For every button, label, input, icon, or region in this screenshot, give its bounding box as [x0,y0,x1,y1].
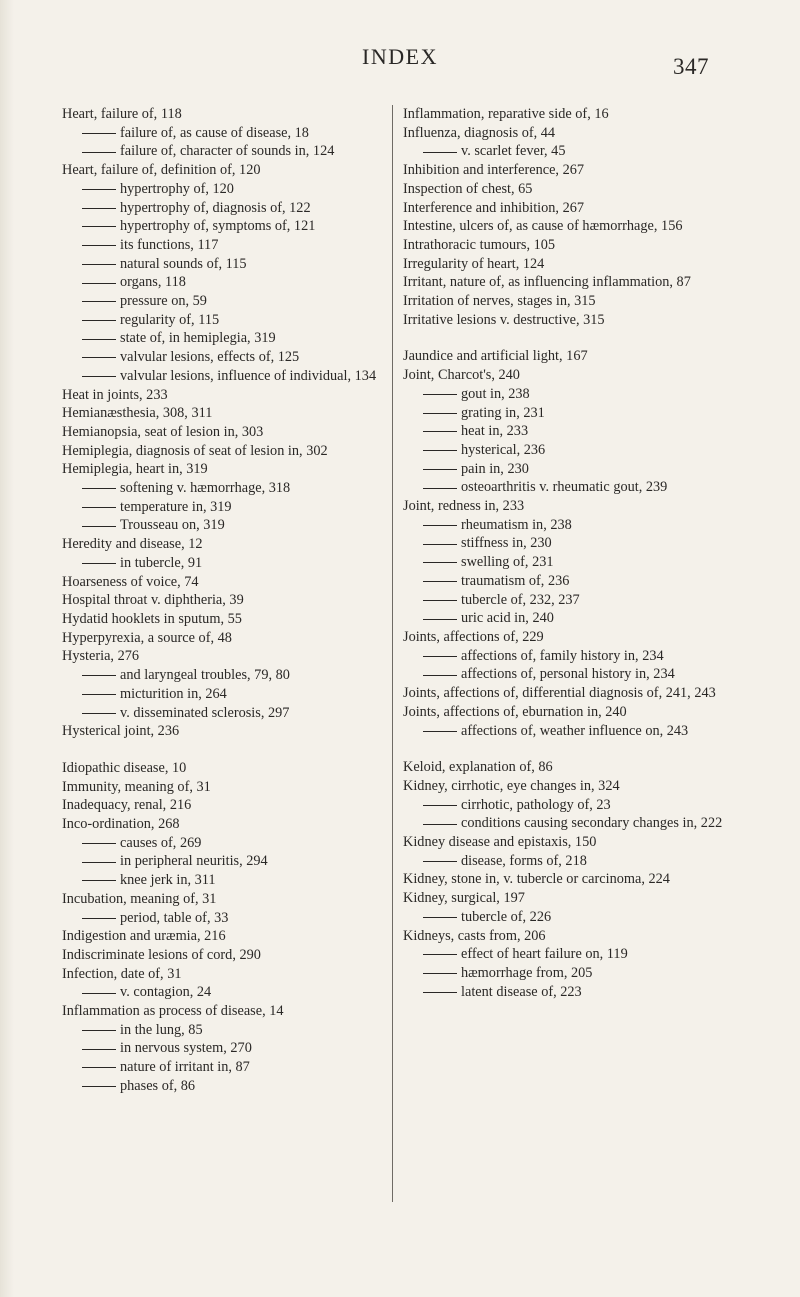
index-entry [62,927,380,946]
index-subentry [403,516,729,535]
entry-text: Keloid, explanation of, 86 [403,759,553,776]
entry-text: Joints, affections of, eburnation in, 240 [403,703,627,720]
index-entry [62,890,380,909]
index-subentry [62,311,380,330]
index-entry [403,273,729,292]
entry-text: Kidney disease and epistaxis, 150 [403,834,597,851]
entry-text: Jaundice and artificial light, 167 [403,348,588,365]
index-entry [403,889,729,908]
index-column-left [62,105,380,1096]
index-entry [403,684,729,703]
repeat-dash [82,526,116,527]
index-subentry [62,348,380,367]
index-entry [62,442,380,461]
repeat-dash [423,413,457,414]
index-subentry [62,498,380,517]
index-subentry [62,1039,380,1058]
repeat-dash [423,656,457,657]
index-subentry [62,834,380,853]
entry-text: natural sounds of, 115 [120,255,247,272]
entry-text: hæmorrhage from, 205 [461,964,593,981]
repeat-dash [423,469,457,470]
entry-text: grating in, 231 [461,404,545,421]
entry-text: disease, forms of, 218 [461,852,587,869]
index-subentry [62,704,380,723]
index-subentry [403,460,729,479]
repeat-dash [82,993,116,994]
repeat-dash [82,880,116,881]
entry-text: heat in, 233 [461,423,529,440]
index-subentry [62,479,380,498]
entry-text: Influenza, diagnosis of, 44 [403,124,556,141]
entry-text: Inadequacy, renal, 216 [62,797,192,814]
entry-text: and laryngeal troubles, 79, 80 [120,667,290,684]
entry-text: hypertrophy of, symptoms of, 121 [120,218,316,235]
index-entry [62,423,380,442]
entry-text: Hemiplegia, heart in, 319 [62,461,208,478]
entry-text: Immunity, meaning of, 31 [62,778,211,795]
repeat-dash [82,675,116,676]
entry-text: softening v. hæmorrhage, 318 [120,480,291,497]
entry-text: Irritant, nature of, as influencing inflammation, 87 [403,274,691,291]
book-spine-shadow [0,0,14,1297]
entry-text: Kidneys, casts from, 206 [403,927,546,944]
entry-text: Hemianæsthesia, 308, 311 [62,405,213,422]
index-entry [403,758,729,777]
index-entry [403,833,729,852]
entry-text: Hysterical joint, 236 [62,723,180,740]
repeat-dash [82,208,116,209]
index-column-right [403,105,729,1001]
repeat-dash [423,488,457,489]
index-subentry [403,796,729,815]
index-subentry [403,404,729,423]
index-entry [62,759,380,778]
index-subentry [62,909,380,928]
index-subentry [403,908,729,927]
entry-text: Kidney, cirrhotic, eye changes in, 324 [403,777,620,794]
entry-text: Irritative lesions v. destructive, 315 [403,311,605,328]
index-entry [403,161,729,180]
index-subentry [62,217,380,236]
entry-text: Trousseau on, 319 [120,517,225,534]
entry-text: Joint, Charcot's, 240 [403,367,520,384]
index-subentry [403,945,729,964]
entry-text: affections of, personal history in, 234 [461,666,675,683]
index-entry [403,311,729,330]
entry-text: Joint, redness in, 233 [403,498,525,515]
repeat-dash [82,1086,116,1087]
index-entry [62,161,380,180]
index-entry [403,628,729,647]
index-entry [62,647,380,666]
entry-text: Kidney, surgical, 197 [403,890,525,907]
repeat-dash [82,264,116,265]
page-title: INDEX [362,44,438,69]
repeat-dash [82,1067,116,1068]
entry-text: stiffness in, 230 [461,535,552,552]
entry-text: period, table of, 33 [120,909,229,926]
index-subentry [403,647,729,666]
entry-text: causes of, 269 [120,834,202,851]
entry-text: latent disease of, 223 [461,983,582,1000]
index-entry [62,535,380,554]
entry-text: organs, 118 [120,274,186,291]
column-divider [392,105,393,1202]
repeat-dash [82,843,116,844]
repeat-dash [423,861,457,862]
entry-text: Inco-ordination, 268 [62,816,180,833]
letter-section-gap [403,329,729,347]
letter-section-gap [403,740,729,758]
repeat-dash [82,133,116,134]
index-subentry [403,591,729,610]
index-entry [403,180,729,199]
index-entry [403,292,729,311]
repeat-dash [82,376,116,377]
entry-text: Joints, affections of, 229 [403,628,544,645]
index-subentry [403,665,729,684]
entry-text: Hysteria, 276 [62,648,140,665]
index-entry [403,217,729,236]
index-entry [62,796,380,815]
entry-text: Infection, date of, 31 [62,965,182,982]
entry-text: Inspection of chest, 65 [403,180,533,197]
entry-text: knee jerk in, 311 [120,872,216,889]
index-subentry [62,142,380,161]
entry-text: uric acid in, 240 [461,610,554,627]
index-subentry [62,852,380,871]
repeat-dash [82,189,116,190]
entry-text: Incubation, meaning of, 31 [62,890,217,907]
index-entry [403,236,729,255]
repeat-dash [82,694,116,695]
entry-text: rheumatism in, 238 [461,516,572,533]
index-entry [62,629,380,648]
entry-text: valvular lesions, effects of, 125 [120,349,300,366]
entry-text: Joints, affections of, differential diagnosis of, 241, 243 [403,685,716,702]
entry-text: hypertrophy of, diagnosis of, 122 [120,199,311,216]
repeat-dash [423,619,457,620]
entry-text: Heart, failure of, definition of, 120 [62,162,261,179]
repeat-dash [82,245,116,246]
index-entry [403,870,729,889]
index-entry [62,573,380,592]
repeat-dash [423,805,457,806]
index-entry [62,778,380,797]
index-subentry [62,554,380,573]
entry-text: Interference and inhibition, 267 [403,199,585,216]
entry-text: Kidney, stone in, v. tubercle or carcinoma, 224 [403,871,670,888]
entry-text: affections of, family history in, 234 [461,647,664,664]
repeat-dash [423,954,457,955]
entry-text: Heart, failure of, 118 [62,106,182,122]
index-entry [403,124,729,143]
repeat-dash [423,394,457,395]
entry-text: in tubercle, 91 [120,554,203,571]
index-subentry [62,255,380,274]
index-subentry [62,666,380,685]
repeat-dash [82,320,116,321]
repeat-dash [423,562,457,563]
entry-text: tubercle of, 226 [461,908,552,925]
repeat-dash [423,152,457,153]
entry-text: Hoarseness of voice, 74 [62,573,199,590]
entry-text: pressure on, 59 [120,293,207,310]
repeat-dash [423,581,457,582]
index-subentry [62,273,380,292]
repeat-dash [82,1049,116,1050]
entry-text: valvular lesions, influence of individual, 134 [120,367,377,384]
entry-text: in nervous system, 270 [120,1040,252,1057]
entry-text: Hemiplegia, diagnosis of seat of lesion in, 302 [62,442,328,459]
index-subentry [62,1021,380,1040]
letter-section-gap [62,741,380,759]
index-subentry [62,685,380,704]
repeat-dash [423,600,457,601]
repeat-dash [423,431,457,432]
entry-text: nature of irritant in, 87 [120,1059,250,1076]
index-entry [403,255,729,274]
index-entry [403,366,729,385]
entry-text: affections of, weather influence on, 243 [461,722,689,739]
index-entry [403,777,729,796]
index-subentry [403,964,729,983]
entry-text: osteoarthritis v. rheumatic gout, 239 [461,479,668,496]
index-entry [62,610,380,629]
index-entry [62,404,380,423]
repeat-dash [423,675,457,676]
entry-text: conditions causing secondary changes in, 222 [461,815,723,832]
repeat-dash [423,992,457,993]
entry-text: effect of heart failure on, 119 [461,946,628,963]
repeat-dash [82,301,116,302]
entry-text: regularity of, 115 [120,311,220,328]
page-header [0,40,800,80]
repeat-dash [82,339,116,340]
index-subentry [403,422,729,441]
index-subentry [62,516,380,535]
entry-text: hysterical, 236 [461,441,546,458]
index-subentry [403,441,729,460]
index-entry [62,460,380,479]
repeat-dash [82,1030,116,1031]
index-subentry [403,572,729,591]
index-subentry [403,722,729,741]
repeat-dash [82,357,116,358]
entry-text: tubercle of, 232, 237 [461,591,580,608]
index-entry [403,703,729,722]
index-entry [62,591,380,610]
entry-text: traumatism of, 236 [461,572,570,589]
repeat-dash [423,450,457,451]
index-entry [62,815,380,834]
index-subentry [62,1077,380,1096]
entry-text: Idiopathic disease, 10 [62,759,187,776]
entry-text: temperature in, 319 [120,498,232,515]
repeat-dash [82,152,116,153]
entry-text: Inhibition and interference, 267 [403,162,585,179]
entry-text: Heredity and disease, 12 [62,536,203,553]
entry-text: Indiscriminate lesions of cord, 290 [62,946,261,963]
index-entry [62,722,380,741]
entry-text: Irregularity of heart, 124 [403,255,545,272]
index-subentry [62,983,380,1002]
repeat-dash [82,563,116,564]
index-subentry [403,553,729,572]
entry-text: gout in, 238 [461,385,530,402]
index-entry [62,386,380,405]
repeat-dash [423,731,457,732]
repeat-dash [423,544,457,545]
entry-text: cirrhotic, pathology of, 23 [461,796,611,813]
entry-text: failure of, character of sounds in, 124 [120,143,335,160]
index-subentry [62,292,380,311]
entry-text: its functions, 117 [120,236,219,253]
entry-text: hypertrophy of, 120 [120,180,234,197]
entry-text: Indigestion and uræmia, 216 [62,928,226,945]
entry-text: Heat in joints, 233 [62,386,168,403]
index-entry [403,199,729,218]
index-subentry [403,609,729,628]
entry-text: v. contagion, 24 [120,984,212,1001]
index-subentry [62,367,380,386]
index-subentry [62,329,380,348]
entry-text: Hemianopsia, seat of lesion in, 303 [62,423,264,440]
entry-text: v. disseminated sclerosis, 297 [120,704,290,721]
entry-text: phases of, 86 [120,1077,196,1094]
repeat-dash [82,488,116,489]
entry-text: Inflammation as process of disease, 14 [62,1003,284,1020]
index-subentry [403,142,729,161]
repeat-dash [423,973,457,974]
entry-text: in the lung, 85 [120,1021,203,1038]
entry-text: Hospital throat v. diphtheria, 39 [62,592,244,609]
index-entry [403,105,729,124]
repeat-dash [82,226,116,227]
entry-text: in peripheral neuritis, 294 [120,853,268,870]
index-subentry [62,236,380,255]
entry-text: Hyperpyrexia, a source of, 48 [62,629,232,646]
entry-text: pain in, 230 [461,460,529,477]
index-subentry [403,534,729,553]
entry-text: Intrathoracic tumours, 105 [403,236,556,253]
repeat-dash [82,713,116,714]
repeat-dash [82,507,116,508]
index-subentry [403,478,729,497]
entry-text: swelling of, 231 [461,554,554,571]
entry-text: failure of, as cause of disease, 18 [120,124,309,141]
repeat-dash [423,917,457,918]
index-entry [62,946,380,965]
entry-text: v. scarlet fever, 45 [461,143,566,160]
index-entry [403,347,729,366]
repeat-dash [423,525,457,526]
index-subentry [62,180,380,199]
index-entry [403,497,729,516]
entry-text: Intestine, ulcers of, as cause of hæmorrhage, 156 [403,218,683,235]
index-subentry [403,814,729,833]
index-subentry [403,385,729,404]
index-subentry [62,871,380,890]
index-entry [62,965,380,984]
index-subentry [62,199,380,218]
entry-text: Inflammation, reparative side of, 16 [403,106,609,122]
entry-text: micturition in, 264 [120,685,227,702]
entry-text: Hydatid hooklets in sputum, 55 [62,610,242,627]
repeat-dash [423,824,457,825]
entry-text: Irritation of nerves, stages in, 315 [403,293,596,310]
repeat-dash [82,862,116,863]
index-entry [403,927,729,946]
index-entry [62,105,380,124]
entry-text: state of, in hemiplegia, 319 [120,330,276,347]
repeat-dash [82,283,116,284]
index-subentry [62,1058,380,1077]
index-subentry [403,852,729,871]
index-subentry [62,124,380,143]
index-subentry [403,983,729,1002]
repeat-dash [82,918,116,919]
index-entry [62,1002,380,1021]
page-number: 347 [673,54,709,79]
